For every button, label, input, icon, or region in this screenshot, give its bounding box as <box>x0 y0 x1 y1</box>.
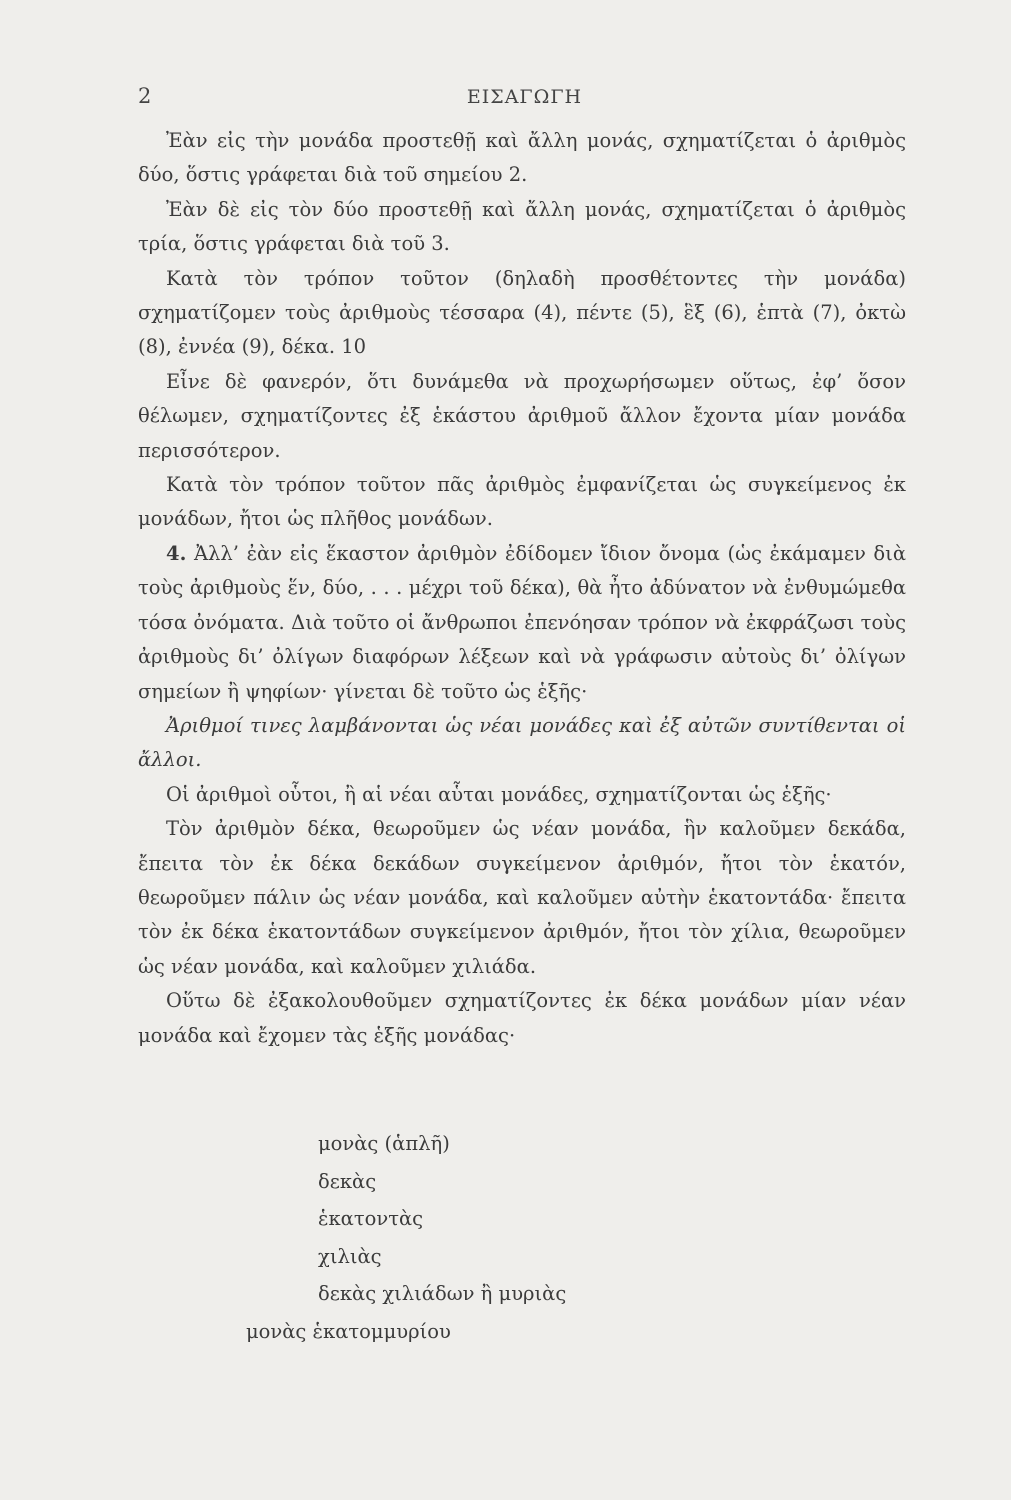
list-item: ἑκατοντὰς <box>318 1207 424 1230</box>
list-item: χιλιὰς <box>318 1244 382 1268</box>
paragraph: Κατὰ τὸν τρόπον τοῦτον πᾶς ἀριθμὸς ἐμφανίζεται ὡς συγκείμενος ἐκ μονάδων, ἤτοι ὡς πλῆθος μονάδων. <box>138 473 906 531</box>
paragraph: Ἐὰν δὲ εἰς τὸν δύο προστεθῇ καὶ ἄλλη μονάς, σχηματίζεται ὁ ἀριθμὸς τρία, ὅστις γράφεται διὰ τοῦ 3. <box>138 197 906 256</box>
list-item: μονὰς (ἁπλῆ) <box>318 1132 450 1155</box>
units-list <box>246 1125 567 1350</box>
page-number: 2 <box>138 84 152 108</box>
numbered-paragraph <box>138 537 906 709</box>
list-item: δεκὰς <box>318 1169 377 1193</box>
paragraph: Ἐὰν εἰς τὴν μονάδα προστεθῇ καὶ ἄλλη μονάς, σχηματίζεται ὁ ἀριθμὸς δύο, ὅστις γράφεται διὰ τοῦ σημείου 2. <box>138 129 906 187</box>
paragraph: Οἱ ἀριθμοὶ οὗτοι, ἢ αἱ νέαι αὗται μονάδες, σχηματίζονται ὡς ἑξῆς· <box>166 782 832 806</box>
running-title: ΕΙΣΑΓΩΓΗ <box>466 86 583 108</box>
paragraph: Κατὰ τὸν τρόπον τοῦτον (δηλαδὴ προσθέτοντες τὴν μονάδα) σχηματίζομεν τοὺς ἀριθμοὺς τέσσαρα (4), πέντε (5), ἓξ (6), ἑπτὰ (7), ὀκτὼ (8), ἐννέα (9), δέκα. 10 <box>138 266 906 359</box>
paragraph: Εἶνε δὲ φανερόν, ὅτι δυνάμεθα νὰ προχωρήσωμεν οὕτως, ἐφ’ ὅσον θέλωμεν, σχηματίζοντες ἐξ ἑκάστου ἀριθμοῦ ἄλλον ἔχοντα μίαν μονάδα περισσότερον. <box>138 369 906 462</box>
paragraph: Τὸν ἀριθμὸν δέκα, θεωροῦμεν ὡς νέαν μονάδα, ἣν καλοῦμεν δεκάδα, ἔπειτα τὸν ἐκ δέκα δεκάδων συγκείμενον ἀριθμόν, ἤτοι τὸν ἑκατόν, θεωροῦμεν πάλιν ὡς νέαν μονάδα, καὶ καλοῦμεν αὐτὴν ἑκατοντάδα· ἔπειτα τὸν ἐκ δέκα ἑκατοντάδων συγκείμενον ἀριθμόν, ἤτοι τὸν χίλια, θεωροῦμεν ὡς νέαν μονάδα, καὶ καλοῦμεν χιλιάδα. <box>138 817 906 978</box>
paragraph: Οὕτω δὲ ἐξακολουθοῦμεν σχηματίζοντες ἐκ δέκα μονάδων μίαν νέαν μονάδα καὶ ἔχομεν τὰς ἑξῆς μονάδας· <box>138 989 906 1047</box>
page-header <box>138 84 911 114</box>
list-item: δεκὰς χιλιάδων ἢ μυριὰς <box>318 1282 567 1305</box>
rule-statement: Ἀριθμοί τινες λαμβάνονται ὡς νέαι μονάδες καὶ ἐξ αὐτῶν συντίθενται οἱ ἄλλοι. <box>138 713 906 772</box>
list-item: μονὰς ἑκατομμυρίου <box>246 1319 451 1343</box>
section-number: 4. <box>166 541 187 565</box>
body-text <box>138 124 906 1053</box>
paragraph-text: Ἀλλ’ ἐὰν εἰς ἕκαστον ἀριθμὸν ἐδίδομεν ἴδιον ὄνομα (ὡς ἐκάμαμεν διὰ τοὺς ἀριθμοὺς ἕν, δύο, . . . μέχρι τοῦ δέκα), θὰ ἦτο ἀδύνατον νὰ ἐνθυμώμεθα τόσα ὀνόματα. Διὰ τοῦτο οἱ ἄνθρωποι ἐπενόησαν τρόπον νὰ ἐκφράζωσι τοὺς ἀριθμοὺς δι’ ὀλίγων διαφόρων λέξεων καὶ νὰ γράφωσιν αὐτοὺς δι’ ὀλίγων σημείων ἢ ψηφίων· γίνεται δὲ τοῦτο ὡς ἑξῆς· <box>138 541 906 703</box>
